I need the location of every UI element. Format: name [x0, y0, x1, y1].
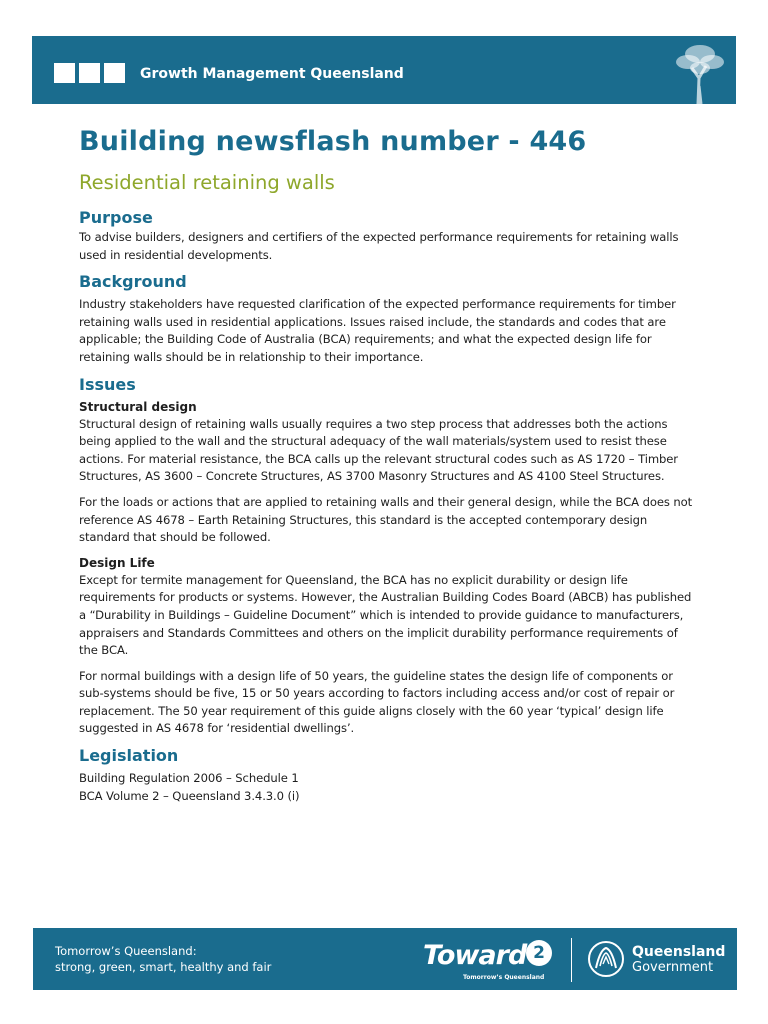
document-body	[79, 124, 699, 805]
footer-banner	[33, 928, 737, 990]
queensland-crest-icon	[586, 940, 626, 978]
purpose-heading: Purpose	[79, 208, 153, 227]
issues-heading: Issues	[79, 374, 136, 394]
toward-subtext: Tomorrow’s Queensland	[463, 974, 545, 981]
queensland-wordmark: Queensland	[632, 944, 726, 960]
footer-tagline-line-2: strong, green, smart, healthy and fair	[55, 960, 272, 974]
tree-icon	[670, 38, 730, 104]
page-subtitle: Residential retaining walls	[79, 171, 335, 194]
logo-squares	[54, 63, 125, 83]
legislation-heading: Legislation	[79, 746, 179, 766]
logo-square	[79, 63, 100, 83]
design-life-heading: Design Life	[79, 555, 155, 570]
design-life-paragraph-1: Except for termite management for Queensland, the BCA has no explicit durability or design life requirements for products or systems. However, the Australian Building Codes Board (ABCB) has published a “Durability in Buildings – Guideline Document” which is intended to provide guidance to manufacturers, appraisers and Standards Committees and others on the implicit durability performance requirements of the BCA.	[79, 572, 692, 658]
legislation-line-1: Building Regulation 2006 – Schedule 1	[79, 771, 299, 786]
design-life-paragraph-2: For normal buildings with a design life of 50 years, the guideline states the design life of components or sub-systems should be five, 15 or 50 years according to factors including access and/or cost of repair or replacement. The 50 year requirement of this guide aligns closely with the 60 year ‘typical’ design life suggested in AS 4678 for ‘residential dwellings’.	[79, 668, 675, 736]
structural-design-heading: Structural design	[79, 399, 197, 414]
purpose-text: To advise builders, designers and certifiers of the expected performance requirements for retaining walls used in residential developments.	[79, 230, 679, 262]
logo-square	[54, 63, 75, 83]
structural-design-paragraph-2: For the loads or actions that are applied to retaining walls and their general design, while the BCA does not reference AS 4678 – Earth Retaining Structures, this standard is the accepted contemporary design standard that should be followed.	[79, 494, 693, 545]
background-text: Industry stakeholders have requested clarification of the expected performance requirements for timber retaining walls used in residential applications. Issues raised include, the standards and codes that are applicable; the Building Code of Australia (BCA) requirements; and what the expected design life for retaining walls should be in relationship to their importance.	[79, 297, 676, 364]
background-heading: Background	[79, 272, 187, 292]
footer-divider	[571, 938, 572, 982]
legislation-line-2: BCA Volume 2 – Queensland 3.4.3.0 (i)	[79, 788, 300, 803]
logo-square	[104, 63, 125, 83]
toward-2-logo	[423, 940, 558, 984]
structural-design-paragraph-1: Structural design of retaining walls usually requires a two step process that addresses both the actions being applied to the wall and the structural adequacy of the wall materials/system used to resist these actions. For material resistance, the BCA calls up the relevant structural codes such as AS 1720 – Timber Structures, AS 3600 – Concrete Structures, AS 3700 Masonry Structures and AS 4100 Steel Structures.	[79, 416, 678, 484]
government-wordmark: Government	[632, 960, 714, 975]
page-title: Building newsflash number - 446	[79, 126, 587, 157]
toward-word: Toward	[423, 940, 527, 971]
org-name: Growth Management Queensland	[140, 66, 404, 82]
header-banner	[32, 36, 736, 104]
toward-number-badge: 2	[526, 940, 552, 966]
footer-tagline-line-1: Tomorrow’s Queensland:	[55, 944, 197, 958]
